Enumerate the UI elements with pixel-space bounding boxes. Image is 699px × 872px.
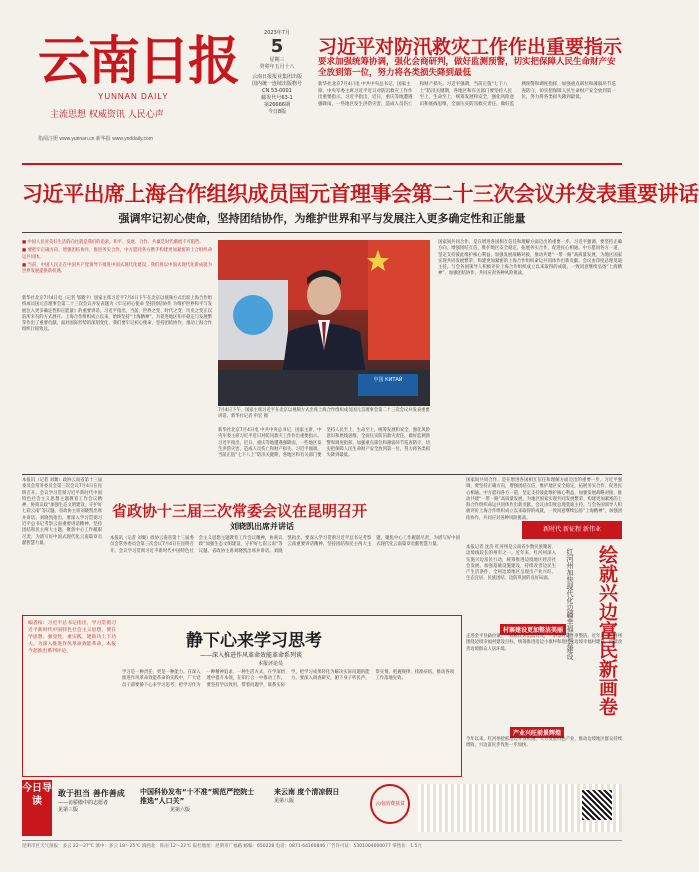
- feature-title[interactable]: 静下心来学习思考: [186, 631, 322, 651]
- lead-headline[interactable]: 习近平出席上海合作组织成员国元首理事会第二十三次会议并发表重要讲话: [22, 182, 699, 206]
- footer-info: 昆明市区天气预报：多云 22～27℃ 滇中：多云 18～25℃ 滇西北：阵雨 12～22℃ 报社地址：昆明市广福路 邮编：650228 电话：0871-64160846 广告许可证：5301004000077 零售价：1.5元: [22, 840, 622, 849]
- side-banner: 新时代 新征程 新伟业: [522, 521, 622, 539]
- top-story-subtitle: 要求加强统筹协调，强化会商研判，做好监测预警，切实把保障人民生命财产安全放到第一位，努力将各类损失降到最低: [318, 57, 616, 78]
- issue-line-3: 邮发代号63-1: [261, 95, 293, 101]
- side-lead-text: 国家间共同合作，是在增进各国相互信任和理解方面迈出的重要一步。习近平强调，要坚持正确方向，增强团结互信，维护地区安全稳定，拓展务实合作，促进民心相通。中方愿同各方一道，坚定支持彼此维护核心利益，加强发展战略对接，推动共建“一带一路”高质量发展，为地区国家实现共同发展繁荣、构建更加紧密的上海合作组织命运共同体作出新贡献。会议由印度总理莫迪主持。与会各国领导人积极评价上海合作组织成立以来取得的成就，一致同意继续弘扬“上海精神”，加强团结协作，共同应对各种风险挑战。: [466, 478, 622, 521]
- masthead-rule: [22, 163, 622, 165]
- lead-rule: [22, 232, 622, 233]
- cppcc-body: 本报讯（记者 刘翼）政协云南省第十三届委员会常务委员会第三次会议7月4日在昆明召开。会议学习贯彻习近平新时代中国特色社会主义思想主题教育工作会议精神，协商议政“加强生态文明建设、守护好七彩云南”等议题。省政协主席刘晓凯出席并讲话。刘晓凯指出，要深入学习贯彻习近平总书记考察云南重要讲话精神，坚持团结和民主两大主题，聚焦中心工作履职尽责，为谱写好中国式现代化云南篇章贡献智慧力量。: [110, 536, 460, 554]
- section-rule-1: [22, 474, 622, 475]
- guide-item-2-title: 来云南 度个清凉假日: [274, 788, 340, 796]
- issue-line-1: 国内统一连续出版物号: [252, 81, 303, 87]
- guide-item-0-page: 见第三版: [58, 807, 79, 813]
- side-intro-title: 红河州加快现代化边疆幸福社会建设: [566, 548, 574, 660]
- photo-nameplate-label: 中国 КИТАЙ: [373, 377, 403, 383]
- top-story-title[interactable]: 习近平对防汛救灾工作作出重要指示: [318, 36, 623, 58]
- masthead-logo: 云南日报: [38, 31, 239, 92]
- guide-item-2[interactable]: [274, 788, 364, 804]
- lead-photo: [218, 240, 430, 406]
- feature-byline: 本报评论员: [258, 661, 284, 667]
- side-section3: 产业兴旺前景辉煌: [510, 727, 564, 738]
- top-story-body: 新华社北京7月4日电 中共中央总书记、国家主席、中央军委主席习近平近日对防汛救灾工作作出重要指示。习近平指出，近日，重庆等地遭遇强降雨，一些地区发生洪涝灾害，造成人员伤亡和财产损失。习近平强调，当前正值“七下八上”防汛关键期，各地区和有关部门要坚持人民至上、生命至上，统筹发展和安全，强化风险意识和底线思维，全面压实防汛救灾责任，做好监测预警和调度指挥，加强重点部位和薄弱环节巡查防守，切实把保障人民生命财产安全放到第一位，努力将各类损失降到最低。: [318, 82, 616, 107]
- issue-datebox: [252, 30, 302, 116]
- feature-subtitle: ——深入推进作风革命效能革命系列谈: [200, 652, 303, 659]
- issue-year-month: 2023年7月: [264, 30, 290, 36]
- issue-line-4: 第26666期: [264, 102, 290, 108]
- sco-emblem-icon: [233, 295, 273, 335]
- side-body2: 走进金平县勐拉镇，一栋栋民居错落有致，一条条村道干净整洁。近年来，红河州围绕边境幸福村建设目标，统筹推进沿边小康村和现代化边境幸福村建设，持续改善边境群众人居环境。: [466, 634, 622, 652]
- issue-line-2: CN 53-0001: [262, 88, 292, 94]
- guide-item-0-sub: ——访骄傲中的志愿者: [58, 800, 109, 806]
- lead-bullet-2: ■ 当前，中国人民正在中国共产党领导下推进中国式现代化建设，我们将以中国式现代化新成就为世界发展提供新机遇。: [22, 262, 212, 275]
- lead-body-left: 新华社北京7月4日电（记者 邹晓宇）国家主席习近平7月4日下午在北京以视频方式出席上海合作组织成员国元首理事会第二十三次会议并发表题为《牢记初心使命 坚持团结协作 为维护世界和平与发展注入更多确定性和正能量》的重要讲话。习近平指出，当前，世界之变、时代之变、历史之变正以前所未有的方式展开。上海合作组织成立以来，始终坚持“上海精神”，为促进地区和平稳定与发展繁荣作出了重要贡献。面对国际形势的深刻变化，我们要牢记初心使命，坚持团结协作，推动上海合作组织行稳致远。: [22, 296, 212, 333]
- cppcc-title[interactable]: 省政协十三届三次常委会议在昆明召开: [112, 502, 368, 520]
- side-vertical-title[interactable]: 绘就兴边富民新画卷: [596, 545, 618, 716]
- guide-item-2-page: 见第八版: [274, 798, 295, 804]
- masthead-weblinks[interactable]: 指阅注册 www.yunnan.cn 新华报 www.ynddaily.com: [38, 136, 153, 142]
- side-body3: 今年以来，红河州抢抓沿边开放机遇，大力发展特色产业，推动边境地区群众持续增收，兴边富民步伐进一步加快。: [466, 737, 622, 749]
- issue-lunar: 癸卯年五月十八: [259, 64, 295, 70]
- lead-bullet-1: ■ 要把牢正确方向，增强团结协作，推进务实合作，中方愿同各方携手构建更加紧密的上合组织命运共同体。: [22, 248, 212, 260]
- photo-caption: 7月4日下午，国家主席习近平在北京以视频方式出席上海合作组织成员国元首理事会第二十三次会议并发表重要讲话。新华社记者 申宏 摄: [218, 408, 430, 419]
- guide-label: 今日导读: [22, 780, 52, 836]
- feature-body: 学习是一种责任，更是一种能力。在深入推进作风革命效能革命的实践中，广大党员干部要静下心来学习思考，把学习作为一种精神追求、一种生活方式，在学深悟透中提升本领，在知行合一中推动工作。要坚持学以致用，带着问题学，联系实际学，把学习成果转化为解决实际问题的能力。要深入调查研究，俯下身子听民声，察实情，把握规律，找准症结，推动各项工作落地见效。: [122, 670, 454, 688]
- cppcc-body-left: 本报讯（记者 刘翼）政协云南省第十三届委员会常务委员会第三次会议7月4日在昆明召开。会议学习贯彻习近平新时代中国特色社会主义思想主题教育工作会议精神，协商议政“加强生态文明建设、守护好七彩云南”等议题。省政协主席刘晓凯出席并讲话。刘晓凯指出，要深入学习贯彻习近平总书记考察云南重要讲话精神，坚持团结和民主两大主题，聚焦中心工作履职尽责，为谱写好中国式现代化云南篇章贡献智慧力量。: [22, 478, 102, 546]
- side-body: 本报记者 沈浩 红河州是云南省少数民族聚居、边境线较长的州市之一。近年来，红河州深入实施兴边富民行动，统筹推进边境地区经济社会发展，加强基础设施建设，持续改善边民生产生活条件，全州边境地区呈现出产业兴旺、生态宜居、民族团结、边防巩固的良好局面。: [466, 545, 556, 582]
- photo-face: [307, 275, 341, 315]
- lead-bullet-0: ■ 中国人民对美好生活的向往就是我们的追求。和平、发展、合作、共赢是时代潮流不可阻挡。: [22, 240, 204, 245]
- masthead-english: YUNNAN DAILY: [98, 92, 169, 101]
- lead-subhead: 强调牢记初心使命，坚持团结协作，为维护世界和平与发展注入更多确定性和正能量: [118, 212, 526, 225]
- guide-item-1-title: 中国科协发布“十不准”规范严控院士推选“人口关”: [140, 788, 255, 805]
- issue-day: 5: [270, 36, 284, 57]
- lead-body-right: 国家间共同合作，是在增进各国相互信任和理解方面迈出的重要一步。习近平强调，要坚持正确方向，增强团结互信，维护地区安全稳定，拓展务实合作，促进民心相通。中方愿同各方一道，坚定支持彼此维护核心利益，加强发展战略对接，推动共建“一带一路”高质量发展，为地区国家实现共同发展繁荣、构建更加紧密的上海合作组织命运共同体作出新贡献。会议由印度总理莫迪主持。与会各国领导人积极评价上海合作组织成立以来取得的成就，一致同意继续弘扬“上海精神”，加强团结协作，共同应对各种风险挑战。: [438, 240, 622, 277]
- guide-item-1[interactable]: [140, 788, 260, 813]
- masthead-slogan: 主流思想 权威资讯 人民心声: [50, 110, 164, 120]
- issue-weekday: 星期三: [269, 57, 285, 63]
- side-section2: 村寨建设更加整洁美丽: [500, 624, 566, 635]
- lead-bullets: [22, 240, 212, 275]
- qr-code-icon[interactable]: [582, 790, 612, 820]
- issue-line-5: 今日8版: [267, 109, 287, 115]
- lead-body-middle: 新华社北京7月4日电 中共中央总书记、国家主席、中央军委主席习近平近日对防汛救灾工作作出重要指示。习近平指出，近日，重庆等地遭遇强降雨，一些地区发生洪涝灾害，造成人员伤亡和财产损失。习近平强调，当前正值“七下八上”防汛关键期，各地区和有关部门要坚持人民至上、生命至上，统筹发展和安全，强化风险意识和底线思维，全面压实防汛救灾责任，做好监测预警和调度指挥，加强重点部位和薄弱环节巡查防守，切实把保障人民生命财产安全放到第一位，努力将各类损失降到最低。: [218, 428, 430, 459]
- issue-line-0: 云南日报报业集团出版: [252, 74, 303, 80]
- cppcc-subtitle: 刘晓凯出席并讲话: [230, 522, 294, 531]
- guide-item-1-page: 见第六版: [170, 807, 191, 813]
- guide-ad-badge: 云南消费扶贫: [370, 784, 410, 824]
- guide-item-0-title: 敢于担当 善作善成: [58, 789, 125, 798]
- feature-intro: 编者按：习近平总书记指出，学习贯彻习近平新时代中国特色社会主义思想，要在学思想、强党性、重实践、建新功上下功夫。为深入推进作风革命效能革命，本报今起推出系列评论。: [28, 621, 116, 654]
